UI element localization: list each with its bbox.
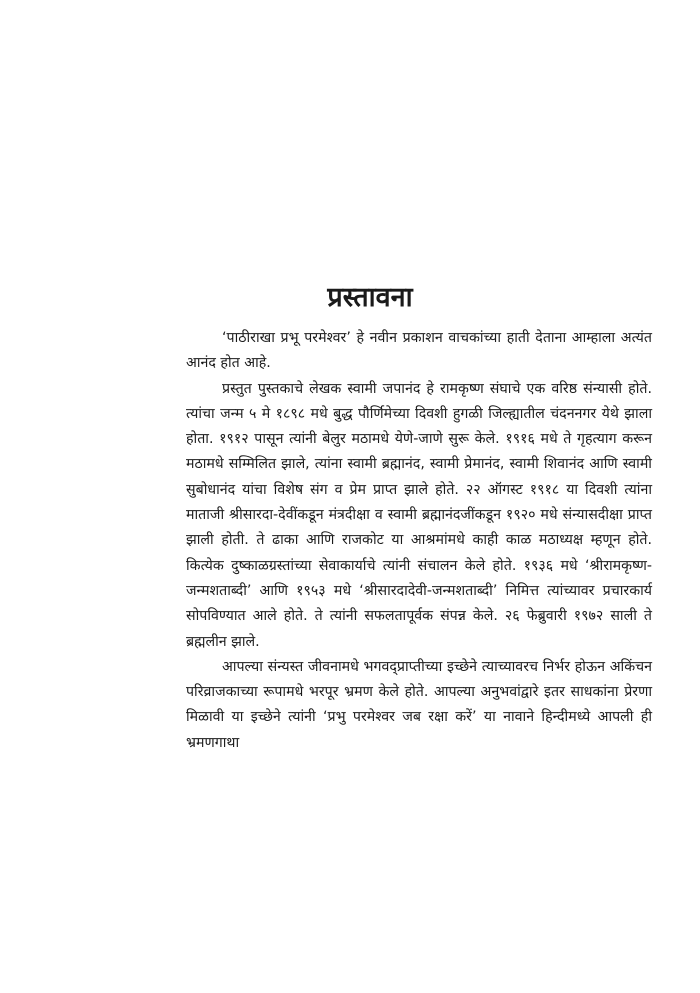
body-text bbox=[186, 326, 652, 756]
paragraph-travels: आपल्या संन्यस्त जीवनामधे भगवद्प्राप्तीच्या इच्छेने त्याच्यावरच निर्भर होऊन अकिंचन परिव्राजकाच्या रूपामधे भरपूर भ्रमण केले होते. आपल्या अनुभवांद्वारे इतर साधकांना प्रेरणा मिळावी या इच्छेने त्यांनी ‘प्रभु परमेश्वर जब रक्षा करें’ या नावाने हिन्दीमध्ये आपली ही भ्रमणगाथा bbox=[186, 658, 652, 751]
paragraph-intro: ‘पाठीराखा प्रभू परमेश्वर’ हे नवीन प्रकाशन वाचकांच्या हाती देताना आम्हाला अत्यंत आनंद होत आहे. bbox=[186, 330, 652, 372]
paragraph-author-bio: प्रस्तुत पुस्तकाचे लेखक स्वामी जपानंद हे रामकृष्ण संघाचे एक वरिष्ठ संन्यासी होते. त्यांचा जन्म ५ मे १८९८ मधे बुद्ध पौर्णिमेच्या दिवशी हुगळी जिल्ह्यातील चंदननगर येथे झाला होता. १९१२ पासून त्यांनी बेलुर मठामधे येणे-जाणे सुरू केले. १९१६ मधे ते गृहत्याग करून मठामधे सम्मिलित झाले, त्यांना स्वामी ब्रह्मानंद, स्वामी प्रेमानंद, स्वामी शिवानंद आणि स्वामी सुबोधानंद यांचा विशेष संग व प्रेम प्राप्त झाले होते. २२ ऑगस्ट १९१८ या दिवशी त्यांना माताजी श्रीसारदा-देवींकडून मंत्रदीक्षा व स्वामी ब्रह्मानंदजींकडून १९२० मधे संन्यासदीक्षा प्राप्त झाली होती. ते ढाका आणि राजकोट या आश्रमांमधे काही काळ मठाध्यक्ष म्हणून होते. कित्येक दुष्काळग्रस्तांच्या सेवाकार्याचे त्यांनी संचालन केले होते. १९३६ मधे ‘श्रीरामकृष्ण-जन्मशताब्दी’ आणि १९५३ मधे ‘श्रीसारदादेवी-जन्मशताब्दी’ निमित्त त्यांच्यावर प्रचारकार्य सोपविण्यात आले होते. ते त्यांनी सफलतापूर्वक संपन्न केले. २६ फेब्रुवारी १९७२ साली ते ब्रह्मलीन झाले. bbox=[186, 380, 652, 650]
page-title: प्रस्तावना bbox=[327, 282, 413, 313]
